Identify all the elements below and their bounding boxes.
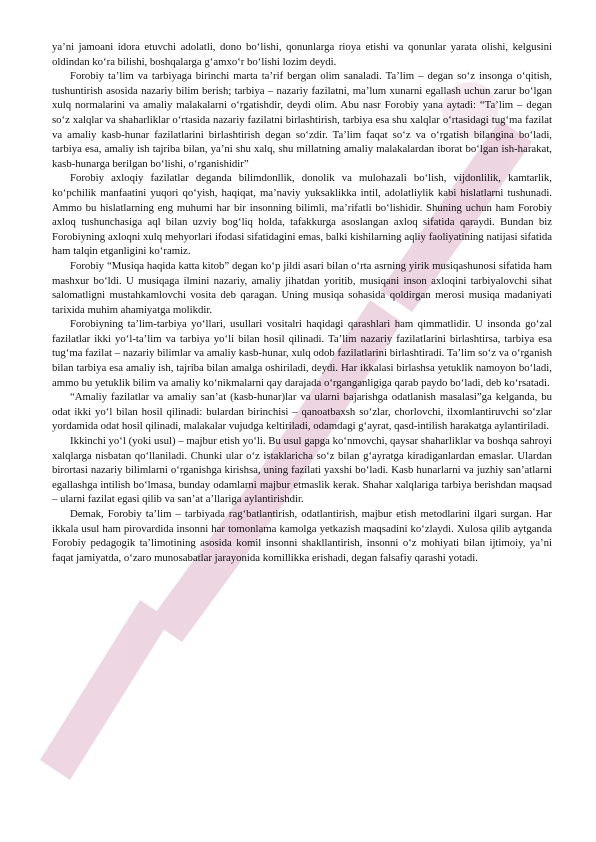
- paragraph-3: Forobiy axloqiy fazilatlar deganda bilimdonllik, donolik va mulohazali bo‘lish, vijdonlilik, kamtarlik, ko‘pchilik manfaatini yuqori qo‘yish, haqiqat, ma’naviy yuksaklikka intil, adolatliylik kabi hislatlarni tushunadi. Ammo bu hislatlarning eng muhumi har bir insonning bilimli, ma’rifatli bo‘lishidir. Shuning uchun ham Forobiy axloq tushunchasiga aql bilan uzviy bog‘liq holda, tafakkurga asoslangan axloq sifatida qaraydi. Bundan biz Forobiyning axloqni xulq mehyorlari ifodasi sifatidagini emas, balki kishilarning aqliy faoliyatining natijasi sifatida ham talqin etganligini ko‘ramiz.: [52, 172, 552, 258]
- paragraph-4: Forobiy “Musiqa haqida katta kitob” degan ko‘p jildi asari bilan o‘rta asrning yirik musiqashunosi sifatida ham mashxur bo‘ldi. U musiqaga ilmini nazariy, amaliy jihatdan yoritib, musiqani inson axloqini tarbiyalovchi sihat salomatligni mustahkamlovchi vosita deb qaragan. Uning musiqa sohasida qoldirgan merosi musiqa madaniyati tarixida muhim ahamiyatga molikdir.: [52, 259, 552, 316]
- watermark-stroke-1: [40, 600, 170, 780]
- paragraph-8: Demak, Forobiy ta’lim – tarbiyada rag‘batlantirish, odatlantirish, majbur etish metodlarini ilgari surgan. Har ikkala usul ham pirovardida insonni har tomonlama kamolga yetkazish maqsadini ko‘zlaydi. Xulosa qilib aytganda Forobiy pedagogik ta’limotining asosida komil insonni shakllantirish, insonni o‘z mohiyati bilan ijtimoiy, ya’ni faqat jamiyatda, o‘zaro munosabatlar jarayonida komillikka erishadi, degan falsafiy qarashi yotadi.: [52, 508, 552, 564]
- document-page: [52, 40, 552, 565]
- paragraph-6: “Amaliy fazilatlar va amaliy san’at (kasb-hunar)lar va ularni bajarishga odatlanish masalasi”ga kelganda, bu odat ikki yo‘l bilan hosil qilinadi: bulardan birinchisi – qanoatbaxsh so‘zlar, chorlovchi, ilxomlantiruvchi so‘zlar yordamida odat hosil qilinadi, malakalar vujudga keltiriladi, odamdagi g‘ayrat, qasd-intilish harakatga aylantiriladi.: [52, 391, 552, 433]
- paragraph-1: ya’ni jamoani idora etuvchi adolatli, dono bo‘lishi, qonunlarga rioya etishi va qonunlar yarata olishi, kelgusini oldindan ko‘ra bilishi, boshqalarga g‘amxo‘r bo‘lishi lozim deydi.: [52, 41, 552, 68]
- paragraph-5: Forobiyning ta’lim-tarbiya yo‘llari, usullari vositalri haqidagi qarashlari ham qimmatlidir. U insonda go‘zal fazilatlar ikki yo‘l-ta’lim va tarbiya yo‘li bilan hosil qilinadi. Ta’lim nazariy fazilatlarini birlashtirsa, tarbiya esa tug‘ma fazilat – nazariy bilimlar va amaliy kasb-hunar, xulq odob fazilatlarini birlashtiradi. Ta’lim so‘z va o‘rganish bilan tarbiya esa amaliy ish, tajriba bilan amalga oshiriladi, deydi. Har ikkalasi birlashsa yetuklik namoyon bo‘ladi, ammo bu yetuklik bilim va amaliy ko‘nikmalarni qay darajada o‘rganganligiga qarab paydo bo‘ladi, deb ko‘rsatadi.: [52, 318, 552, 389]
- paragraph-7: Ikkinchi yo‘l (yoki usul) – majbur etish yo‘li. Bu usul gapga ko‘nmovchi, qaysar shaharliklar va boshqa sahroyi xalqlarga nisbatan qo‘llaniladi. Chunki ular o‘z istaklaricha so‘z bilan g‘ayratga kiradiganlardan emaslar. Ulardan birortasi nazariy bilimlarni o‘rganishga kirishsa, uning fazilati yaxshi bo‘ladi. Kasb hunarlarni va juzhiy san’atlarni egallashga intilish bo‘lmasa, bunday odamlarni majbur etmaslik kerak. Shahar xalqlariga tarbiya berishdan maqsad – ularni fazilat egasi qilib va san’at a’llariga aylantirishdir.: [52, 435, 552, 506]
- paragraph-2: Forobiy ta’lim va tarbiyaga birinchi marta ta’rif bergan olim sanaladi. Ta’lim – degan so‘z insonga o‘qitish, tushuntirish asosida nazariy bilim berish; tarbiya – nazariy fazilatni, ma’lum xunarni egallash uchun zarur bo‘lgan xulq normalarini va amaliy malakalarni o‘rgatishdir, deydi olim. Abu nasr Forobiy yana aytadi: “Ta’lim – degan so‘z xalqlar va shaharliklar o‘rtasida nazariy fazilatni birlashtirish, tarbiya esa shu xalqlar o‘rtasidagi tug‘ma fazilat va amaliy kasb-hunar fazilatlarini birlashtirish degan so‘zdir. Ta’lim faqat so‘z va o‘rgatish bilangina bo‘ladi, tarbiya esa, amaliy ish tajriba bilan, ya’ni shu xalq, shu millatning amaliy malakalardan iborat bo‘lgan ish-harakat, kasb-hunarga berilgan bo‘lishi, o‘rganishidir”: [52, 70, 552, 170]
